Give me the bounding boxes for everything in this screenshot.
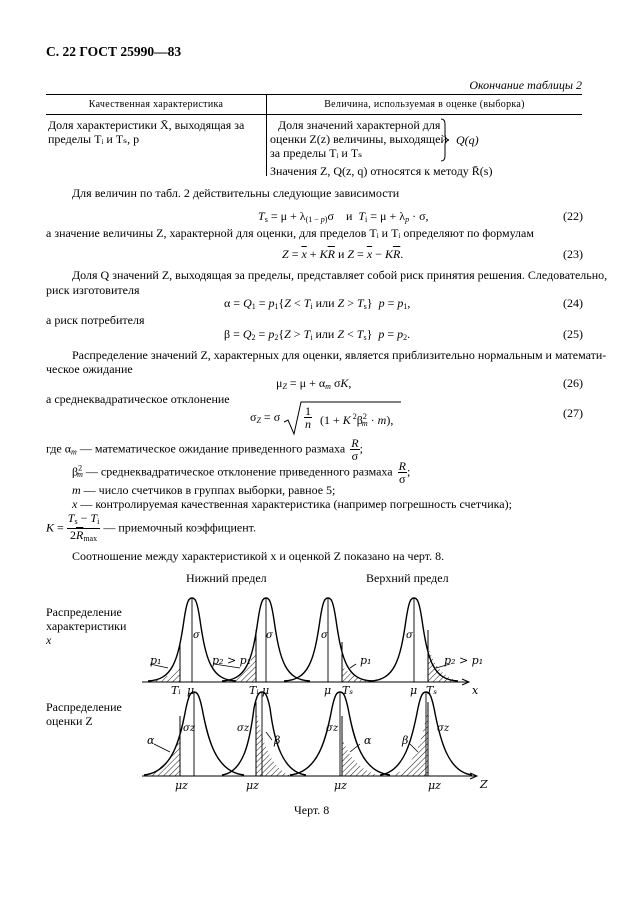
label-x-axis: x xyxy=(472,684,479,697)
paragraph-consumer-risk: а риск потребителя xyxy=(46,313,145,327)
paragraph-relation: Соотношение между характеристикой x и оценкой Z показано на черт. 8. xyxy=(72,549,445,563)
label-ts-2: Tₛ xyxy=(426,684,438,697)
definition-beta-m: $\beta^2_m$ — среднеквадратическое отклонение приведенного размаха $\frac{R}{\sigma}$ ; xyxy=(72,459,411,486)
label-ti-1: Tᵢ xyxy=(171,684,181,697)
label-mu-4: μ xyxy=(410,684,418,697)
label-p1: p₁ xyxy=(150,654,162,667)
equation-25: $\beta = Q_2 = p_2\{Z > T_i$ или $Z < T_s$} $p = p_2$. xyxy=(224,327,411,342)
label-sigma-4: σ xyxy=(406,630,413,641)
equation-26: $\mu_Z = \mu + \alpha_m$ σK, xyxy=(276,376,352,391)
paragraph-risk-b: риск изготовителя xyxy=(46,283,140,297)
label-sigma-z-3: σz xyxy=(326,723,339,734)
label-muz-3: μz xyxy=(334,779,347,792)
label-ts-1: Tₛ xyxy=(342,684,354,697)
paragraph-intro: Для величин по табл. 2 действительны следующие зависимости xyxy=(72,186,400,200)
equation-23: $Z = \overline{x} + K\overline{R}$ и $Z = \overline{x} - K\overline{R}$. xyxy=(282,247,404,261)
label-beta-1: β xyxy=(274,734,281,747)
table-caption: Окончание таблицы 2 xyxy=(469,78,582,92)
label-z-axis: Z xyxy=(480,778,488,791)
curve-x-upper-2 xyxy=(370,598,458,682)
label-alpha-2: α xyxy=(364,734,372,747)
label-sigma-z-4: σz xyxy=(437,723,450,734)
table-cell-value: Доля значений характерной для оценки Z(z) величины, выходящей за пределы Tᵢ и Tₛ xyxy=(270,118,447,160)
paragraph-risk-a: Доля Q значений Z, выходящая за пределы, представляет собой риск принятия решения. Следовательно, xyxy=(72,268,608,282)
curve-x-upper-1 xyxy=(284,598,372,682)
label-muz-1: μz xyxy=(175,779,188,792)
label-muz-2: μz xyxy=(246,779,259,792)
definition-k: K = $\frac{T_s - T_i}{2\overline{R}_{max}}$ — приемочный коэффициент. xyxy=(46,511,256,543)
curve-z-upper-2 xyxy=(380,692,472,776)
table-note: Значения Z, Q(z, q) относятся к методу R̄(s) xyxy=(270,164,493,178)
table-cell-characteristic: Доля характеристики X̄, выходящая за пределы Tᵢ и Tₛ, p xyxy=(48,118,245,146)
definition-x: x — контролируемая качественная характеристика (например погрешность счетчика); xyxy=(72,497,512,511)
label-mu-2: μ xyxy=(262,684,270,697)
figure-label-lower: Нижний предел xyxy=(186,571,267,585)
figure-caption: Черт. 8 xyxy=(294,803,330,817)
definition-m: m — число счетчиков в группах выборки, равное 5; xyxy=(72,483,336,497)
label-mu-1: μ xyxy=(187,684,195,697)
paragraph-distribution-b: ческое ожидание xyxy=(46,362,133,376)
label-p2-gt-p1-upper: p₂ > p₁ xyxy=(444,654,484,667)
label-sigma-1: σ xyxy=(193,630,200,641)
equation-number-23: (23) xyxy=(563,247,583,261)
label-alpha-1: α xyxy=(147,734,155,747)
paragraph-limits: а значение величины Z, характерной для оценки, для пределов Tᵢ и Tᵢ определяют по формулам xyxy=(46,226,534,240)
label-p2-gt-p1: p₂ > p₁ xyxy=(212,654,252,667)
table-col2-header: Величина, используемая в оценке (выборка) xyxy=(324,99,525,110)
equation-number-26: (26) xyxy=(563,376,583,390)
equation-number-22: (22) xyxy=(563,209,583,223)
page-header: С. 22 ГОСТ 25990—83 xyxy=(46,44,182,59)
label-p1-upper: p₁ xyxy=(360,654,372,667)
label-ti-2: Tᵢ xyxy=(249,684,259,697)
label-sigma-3: σ xyxy=(321,630,328,641)
figure-row2-label: Распределение оценки Z xyxy=(46,700,122,728)
curve-z-upper-1 xyxy=(290,692,390,776)
label-sigma-2: σ xyxy=(266,630,273,641)
label-beta-2: β xyxy=(402,734,409,747)
curve-x-lower-1 xyxy=(148,598,236,682)
label-sigma-z-2: σz xyxy=(237,723,250,734)
definition-alpha-m: где $\alpha_m$ — математическое ожидание приведенного размаха $\frac{R}{\sigma}$ ; xyxy=(46,436,363,463)
label-muz-4: μz xyxy=(428,779,441,792)
figure-label-upper: Верхний предел xyxy=(366,571,449,585)
label-mu-3: μ xyxy=(324,684,332,697)
equation-24: $\alpha = Q_1 = p_1\{Z < T_i$ или $Z > T_s$} $p = p_1$, xyxy=(224,296,411,311)
table-col1-header: Качественная характеристика xyxy=(88,99,224,110)
label-sigma-z-1: σz xyxy=(183,723,196,734)
figure-row1-label: Распределение характеристики x xyxy=(46,605,127,647)
equation-22: $T_s = \mu + \lambda_{(1 - p)}\sigma$ и $T_i = \mu + \lambda_p \cdot \sigma$, xyxy=(258,209,429,224)
equation-number-25: (25) xyxy=(563,327,583,341)
paragraph-distribution-a: Распределение значений Z, характерных для оценки, является приблизительно нормальным и математи- xyxy=(72,348,607,362)
curve-z-lower-1 xyxy=(144,692,244,776)
equation-number-27: (27) xyxy=(563,406,583,420)
equation-number-24: (24) xyxy=(563,296,583,310)
curve-z-lower-2 xyxy=(222,692,306,776)
table-cell-q: Q(q) xyxy=(456,133,479,147)
paragraph-std: а среднеквадратическое отклонение xyxy=(46,392,230,406)
